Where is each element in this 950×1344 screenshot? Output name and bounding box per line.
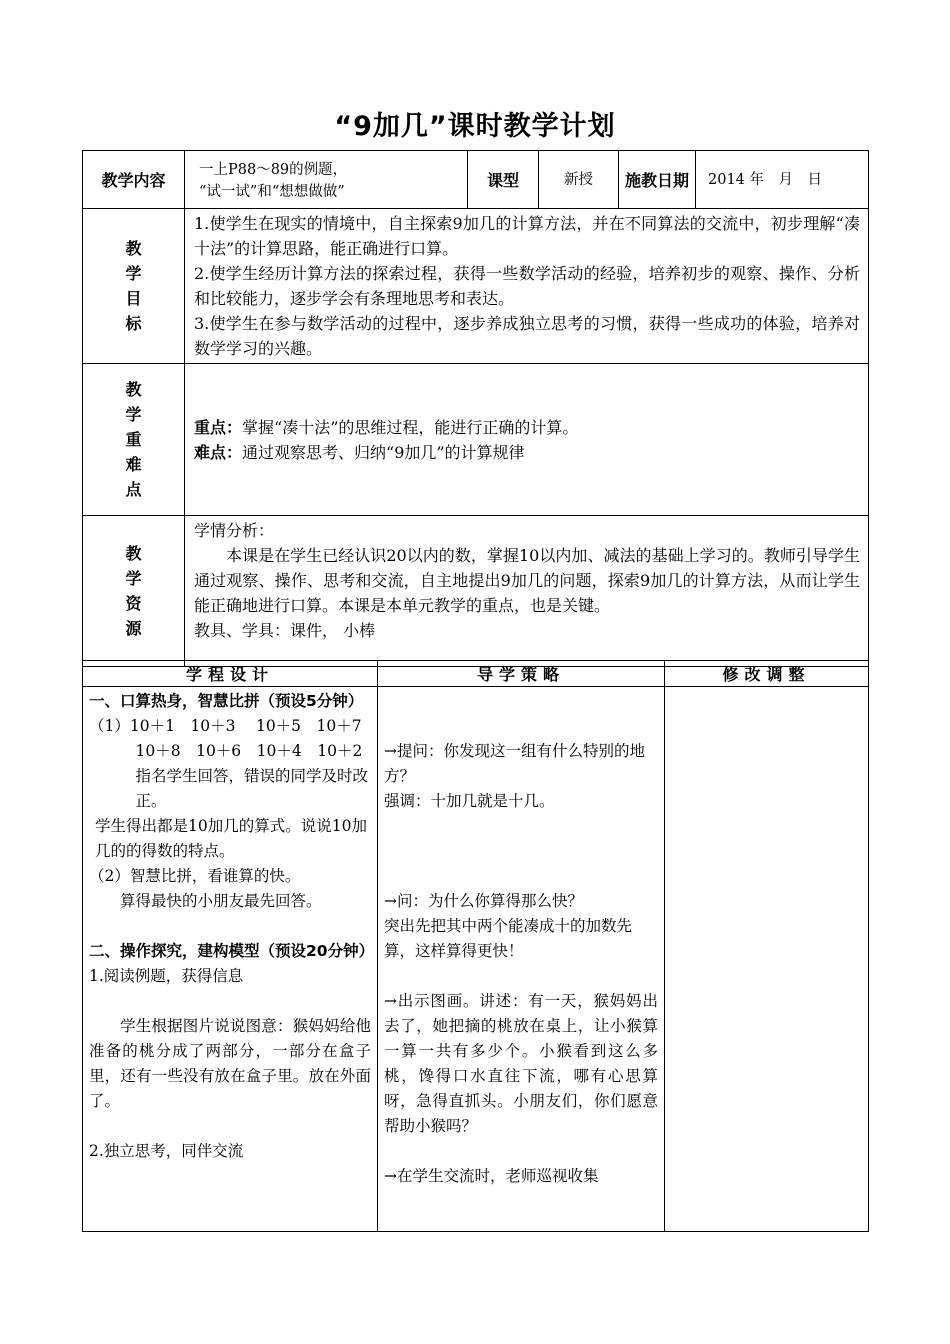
tools-text: 教具、学具：课件， 小棒 <box>194 621 376 640</box>
resources-label: 教 学 资 源 <box>83 516 185 667</box>
content-value <box>185 151 468 209</box>
strategy-column <box>378 687 665 1232</box>
adjust-column <box>665 687 869 1232</box>
design-step-2: 2.独立思考，同伴交流 <box>89 1142 244 1160</box>
resources-content <box>185 516 869 667</box>
content-line-2: “试一试”和“想想做做” <box>199 183 345 200</box>
section-2-title: 二、操作探究，建构模型（预设20分钟） <box>89 942 375 960</box>
page-title: “9加几”课时教学计划 <box>334 111 616 142</box>
strategy-6: →在学生交流时，老师巡视收集 <box>384 1167 599 1185</box>
goals-content <box>185 209 869 364</box>
section-1-title: 一、口算热身，智慧比拼（预设5分钟） <box>89 692 364 710</box>
adjust-header: 修改调整 <box>665 661 869 687</box>
resources-row <box>83 516 869 667</box>
design-column <box>83 687 378 1232</box>
strategy-1: →提问：你发现这一组有什么特别的地方？ <box>384 742 645 785</box>
goals-label: 教 学 目 标 <box>83 209 185 364</box>
content-line-1: 一上P88～89的例题， <box>199 161 348 178</box>
strategy-3: →问：为什么你算得那么快？ <box>384 892 583 910</box>
goal-3: 3.使学生在参与数学活动的过程中，逐步养成独立思考的习惯，获得一些成功的体验，培养对数学学习的兴趣。 <box>194 314 860 358</box>
goals-row <box>83 209 869 364</box>
design-step-1-note: 学生根据图片说说图意：猴妈妈给他准备的桃分成了两部分，一部分在盒子里，还有一些没有放在盒子里。放在外面了。 <box>89 1017 371 1110</box>
lesson-plan-table <box>82 660 869 1232</box>
date-label: 施教日期 <box>619 151 696 209</box>
strategy-4: 突出先把其中两个能凑成十的加数先算，这样算得更快！ <box>384 917 633 960</box>
design-item-2-note: 算得最快的小朋友最先回答。 <box>120 892 322 910</box>
focus-row <box>83 364 869 516</box>
design-step-1: 1.阅读例题，获得信息 <box>89 967 244 985</box>
design-header: 学程设计 <box>83 661 378 687</box>
key-point: 重点：掌握“凑十法”的思维过程，能进行正确的计算。 <box>194 417 579 437</box>
hard-point: 难点：通过观察思考、归纳“9加几”的计算规律 <box>194 442 525 462</box>
goal-2: 2.使学生经历计算方法的探索过程，获得一些数学活动的经验，培养初步的观察、操作、分析和比较能力，逐步学会有条理地思考和表达。 <box>194 264 860 308</box>
design-item-1: （1）10＋1 10＋3 10＋5 10＋7 10＋8 10＋6 10＋4 10＋2 指名学生回答，错误的同学及时改正。 <box>89 717 378 810</box>
strategy-header: 导学策略 <box>378 661 665 687</box>
plan-body-row <box>83 687 869 1232</box>
design-item-2: （2）智慧比拼，看谁算的快。 <box>89 867 301 885</box>
type-value: 新授 <box>539 151 619 209</box>
lesson-info-table <box>82 150 869 667</box>
content-label: 教学内容 <box>83 151 185 209</box>
goal-1: 1.使学生在现实的情境中，自主探索9加几的计算方法，并在不同算法的交流中，初步理解“凑十法”的计算思路，能正确进行口算。 <box>194 214 860 258</box>
type-label: 课型 <box>468 151 539 209</box>
focus-label: 教 学 重 难 点 <box>83 364 185 516</box>
strategy-2: 强调：十加几就是十几。 <box>384 792 555 810</box>
strategy-5: →出示图画。讲述：有一天，猴妈妈出去了，她把摘的桃放在桌上，让小猴算一算一共有多少个。小猴看到这么多桃，馋得口水直往下流，哪有心思算呀，急得直抓头。小朋友们，你们愿意帮助小猴吗？ <box>384 992 658 1135</box>
focus-content <box>185 364 869 516</box>
analysis-text: 本课是在学生已经认识20以内的数，掌握10以内加、减法的基础上学习的。教师引导学生通过观察、操作、思考和交流，自主地提出9加几的问题，探索9加几的计算方法，从而让学生能正确地进行口算。本课是本单元教学的重点，也是关键。 <box>194 546 860 615</box>
plan-header-row <box>83 661 869 687</box>
date-value: 2014 年 月 日 <box>696 151 869 209</box>
analysis-title: 学情分析： <box>194 521 275 540</box>
design-item-1-note: 学生得出都是10加几的算式。说说10加几的的得数的特点。 <box>95 817 367 860</box>
header-row <box>83 151 869 209</box>
